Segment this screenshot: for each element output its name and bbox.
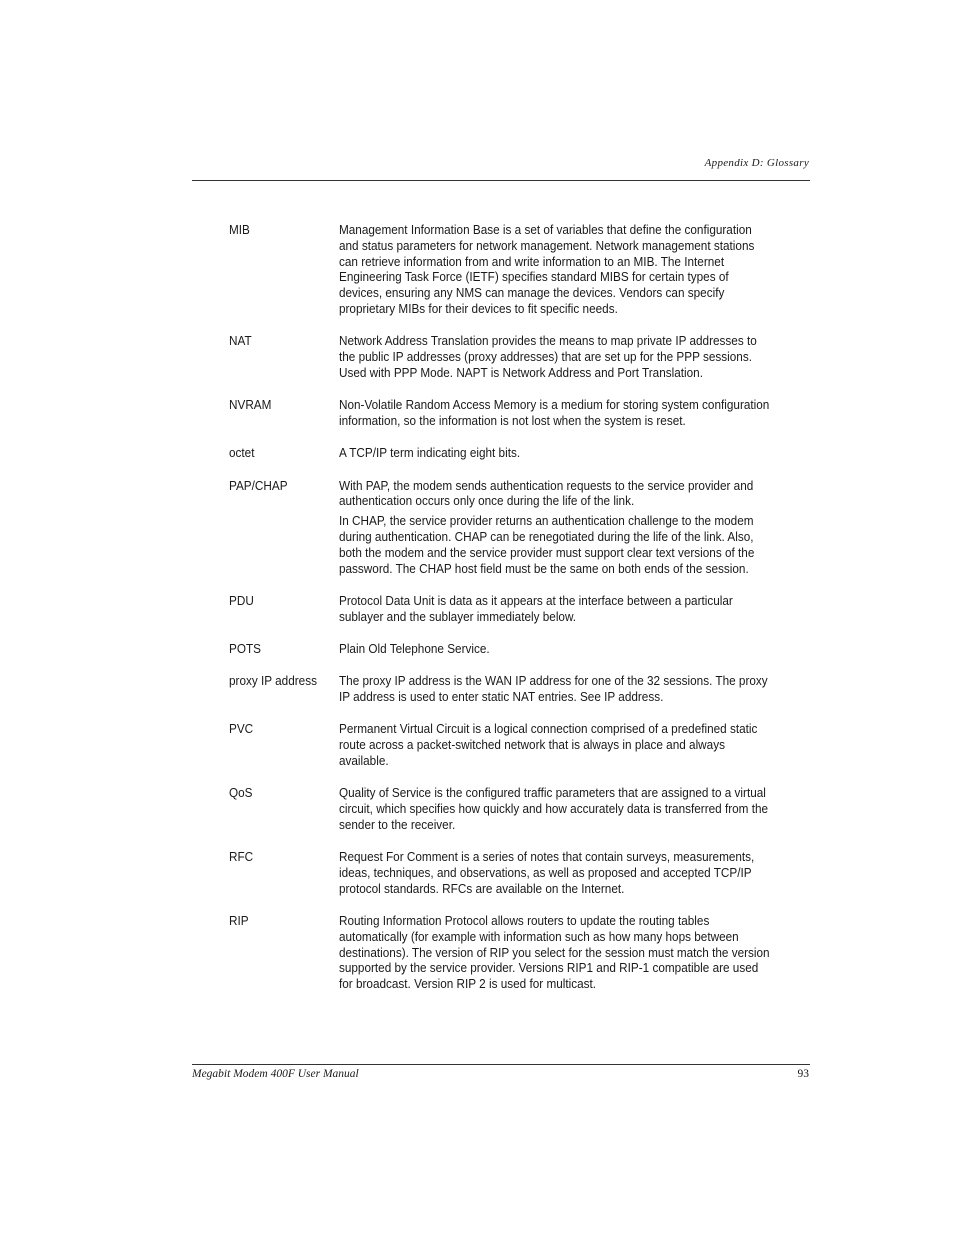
running-header: Appendix D: Glossary [704, 157, 809, 169]
glossary-entry [229, 334, 770, 381]
glossary-definition [339, 446, 770, 462]
definition-paragraph: With PAP, the modem sends authentication requests to the service provider and authentication occurs only once during the life of the link. [338, 478, 754, 509]
glossary-entry [229, 642, 770, 658]
footer-divider [192, 1064, 810, 1065]
glossary-term: NAT [229, 334, 252, 349]
page-number: 93 [797, 1068, 809, 1080]
glossary-term: RIP [229, 914, 249, 928]
glossary-entry [229, 722, 770, 769]
glossary-definition [339, 642, 770, 658]
glossary-term: POTS [229, 641, 262, 656]
definition-paragraph: Routing Information Protocol allows routers to update the routing tables automatically (for example with information such as how many hops between destinations). The version of RIP you select for the session must match the version supported by the service provider. Versions RIP1 and RIP-1 compatible are used for broadcast. Version RIP 2 is used for multicast. [338, 914, 770, 992]
glossary-term: PAP/CHAP [229, 478, 288, 493]
glossary-definition [339, 398, 770, 430]
glossary-term: octet [229, 446, 255, 461]
glossary-definition [339, 223, 770, 318]
glossary-definition [339, 594, 770, 626]
glossary-entry [229, 479, 770, 578]
definition-paragraph: In CHAP, the service provider returns an authentication challenge to the modem during authentication. CHAP can be renegotiated during the life of the link. Also, both the modem and the service provider must support clear text versions of the password. The CHAP host field must be the same on both ends of the session. [338, 514, 755, 576]
glossary-definition [339, 786, 770, 833]
glossary-entry [229, 398, 770, 430]
definition-paragraph: Protocol Data Unit is data as it appears at the interface between a particular sublayer and the sublayer immediately below. [338, 593, 733, 624]
glossary-entry [229, 446, 770, 462]
definition-paragraph: The proxy IP address is the WAN IP address for one of the 32 sessions. The proxy IP address is used to enter static NAT entries. See IP address. [338, 674, 768, 705]
header-divider [192, 180, 810, 181]
glossary-term: RFC [229, 850, 254, 865]
definition-paragraph: Non-Volatile Random Access Memory is a medium for storing system configuration information, so the information is not lost when the system is reset. [338, 398, 770, 428]
glossary-entry [229, 594, 770, 626]
glossary-entry [229, 914, 770, 993]
glossary-definition [339, 722, 770, 769]
glossary-definition [339, 674, 770, 706]
glossary-definition [339, 850, 770, 897]
glossary-entry [229, 850, 770, 897]
glossary-entry [229, 223, 770, 318]
definition-paragraph: Permanent Virtual Circuit is a logical connection comprised of a predefined static route across a packet-switched network that is always in place and always available. [338, 722, 758, 768]
definition-paragraph: A TCP/IP term indicating eight bits. [338, 446, 521, 461]
glossary-term: PDU [229, 593, 254, 608]
glossary-entry [229, 786, 770, 833]
glossary-entry [229, 674, 770, 706]
glossary-definition [339, 334, 770, 381]
glossary-term: proxy IP address [229, 674, 317, 689]
glossary-term: MIB [229, 223, 250, 237]
definition-paragraph: Management Information Base is a set of variables that define the configuration and status parameters for network management. Network management stations can retrieve information from and write information to an MIB. The Internet Engineering Task Force (IETF) specifies standard MIBS for certain types of devices, ensuring any NMS can manage the devices. Vendors can specify proprietary MIBs for their devices to fit specific needs. [338, 223, 755, 316]
glossary-list [229, 223, 770, 1009]
glossary-term: PVC [229, 722, 254, 737]
glossary-definition [339, 479, 770, 578]
definition-paragraph: Request For Comment is a series of notes that contain surveys, measurements, ideas, techniques, and observations, as well as proposed and accepted TCP/IP protocol standards. RFCs are available on the Internet. [338, 850, 755, 896]
definition-paragraph: Network Address Translation provides the means to map private IP addresses to the public IP addresses (proxy addresses) that are set up for the PPP sessions. Used with PPP Mode. NAPT is Network Address and Port Translation. [338, 334, 757, 380]
glossary-term: NVRAM [229, 398, 272, 413]
definition-paragraph: Quality of Service is the configured traffic parameters that are assigned to a virtual circuit, which specifies how quickly and how accurately data is transferred from the sender to the receiver. [338, 786, 769, 832]
definition-paragraph: Plain Old Telephone Service. [338, 641, 490, 656]
glossary-definition [339, 914, 770, 993]
glossary-term: QoS [229, 786, 253, 801]
footer-manual-title: Megabit Modem 400F User Manual [192, 1068, 359, 1080]
